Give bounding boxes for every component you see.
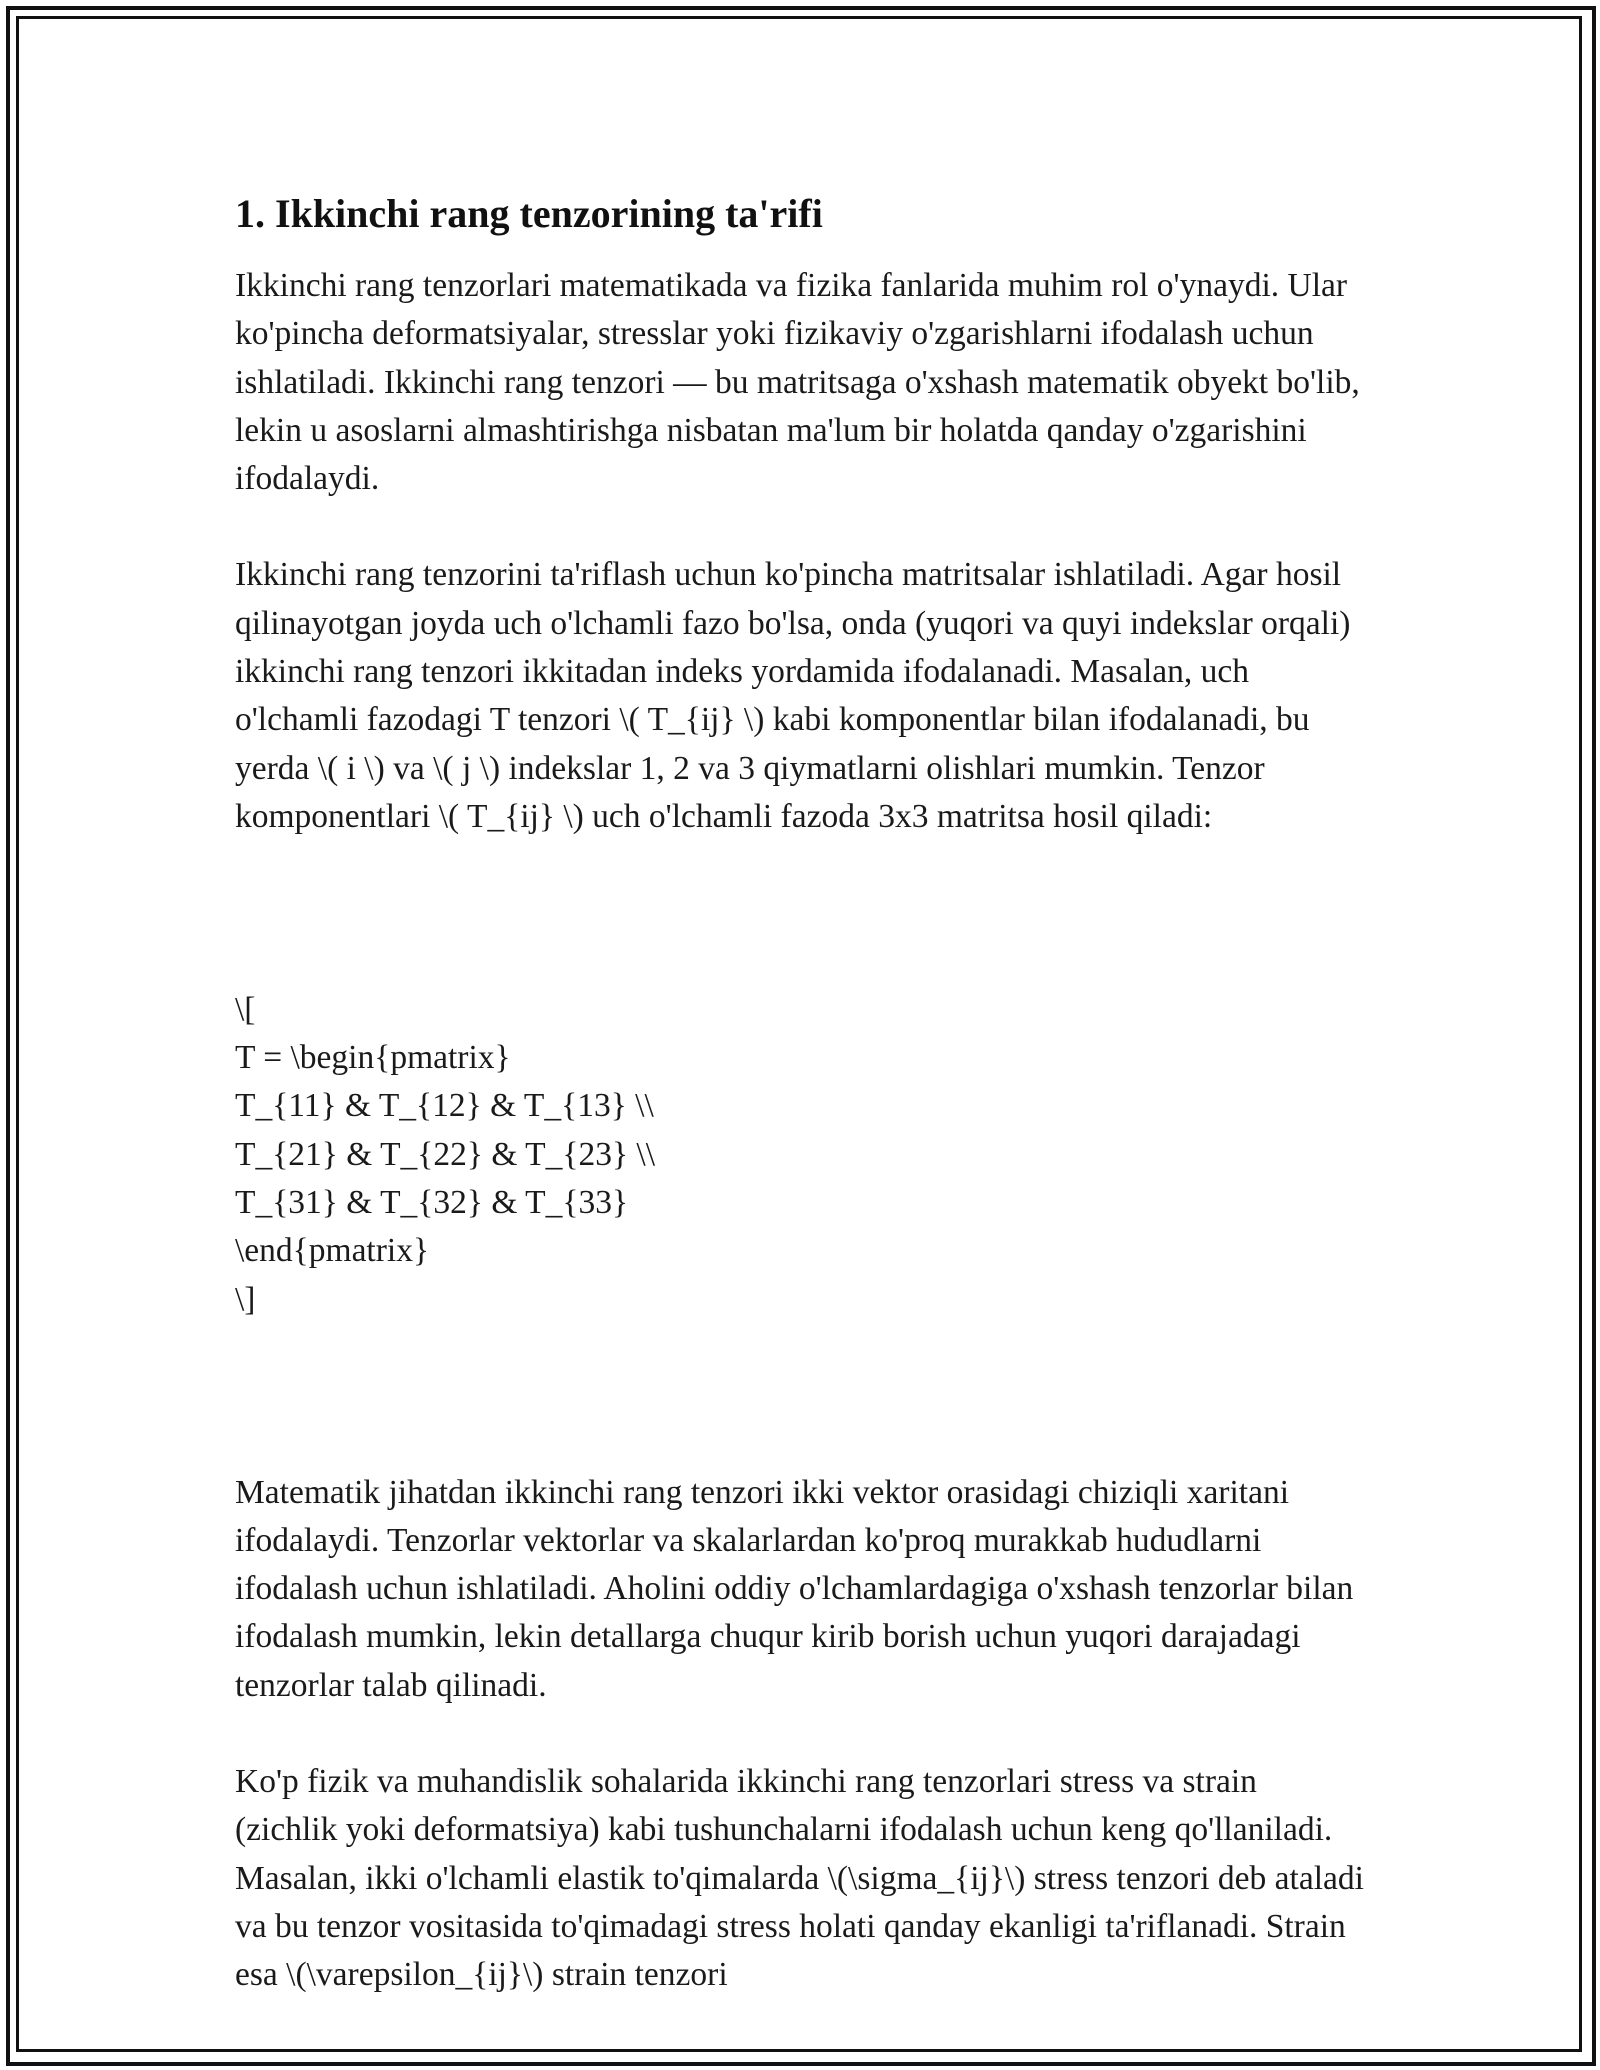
math-line: T_{31} & T_{32} & T_{33} [235,1184,629,1222]
math-line: \] [235,1280,256,1318]
math-line: T_{21} & T_{22} & T_{23} \\ [235,1135,656,1173]
paragraph-linear-map: Matematik jihatdan ikkinchi rang tenzori ikki vektor orasidagi chiziqli xaritani ifodalaydi. Tenzorlar vektorlar va skalarlardan ko'proq murakkab hududlarni ifodalash uchun ishlatiladi. Aholini oddiy o'lchamlardagiga o'xshash tenzorlar bilan ifodalash mumkin, lekin detallarga chuqur kirib borish uchun yuqori darajadagi tenzorlar talab qilinadi. [235,1473,1354,1704]
math-line: T_{11} & T_{12} & T_{13} \\ [235,1087,654,1125]
section-heading: 1. Ikkinchi rang tenzorining ta'rifi [235,191,823,236]
math-line: \[ [235,990,256,1028]
math-line: T = \begin{pmatrix} [235,1039,511,1077]
document-body [235,186,1365,2048]
paragraph-intro: Ikkinchi rang tenzorlari matematikada va fizika fanlarida muhim rol o'ynaydi. Ular ko'pincha deformatsiyalar, stresslar yoki fizikaviy o'zgarishlarni ifodalash uchun ishlatiladi. Ikkinchi rang tenzori — bu matritsaga o'xshash matematik obyekt bo'lib, lekin u asoslarni almashtirishga nisbatan ma'lum bir holatda qanday o'zgarishini ifodalaydi. [235,267,1360,498]
paragraph-definition: Ikkinchi rang tenzorini ta'riflash uchun ko'pincha matritsalar ishlatiladi. Agar hosil qilinayotgan joyda uch o'lchamli fazo bo'lsa, onda (yuqori va quyi indekslar orqali) ikkinchi rang tenzori ikkitadan indeks yordamida ifodalanadi. Masalan, uch o'lchamli fazodagi T tenzori \( T_{ij} \) kabi komponentlar bilan ifodalanadi, bu yerda \( i \) va \( j \) indekslar 1, 2 va 3 qiymatlarni olishlari mumkin. Tenzor komponentlari \( T_{ij} \) uch o'lchamli fazoda 3x3 matritsa hosil qiladi: [235,556,1351,835]
matrix-equation-block [235,889,1365,1420]
math-line: \end{pmatrix} [235,1232,430,1270]
paragraph-stress-strain: Ko'p fizik va muhandislik sohalarida ikkinchi rang tenzorlari stress va strain (zichlik yoki deformatsiya) kabi tushunchalarni ifodalash uchun keng qo'llaniladi. Masalan, ikki o'lchamli elastik to'qimalarda \(\sigma_{ij}\) stress tenzori deb ataladi va bu tenzor vositasida to'qimadagi stress holati qanday ekanligi ta'riflanadi. Strain esa \(\varepsilon_{ij}\) strain tenzori [235,1763,1364,1994]
